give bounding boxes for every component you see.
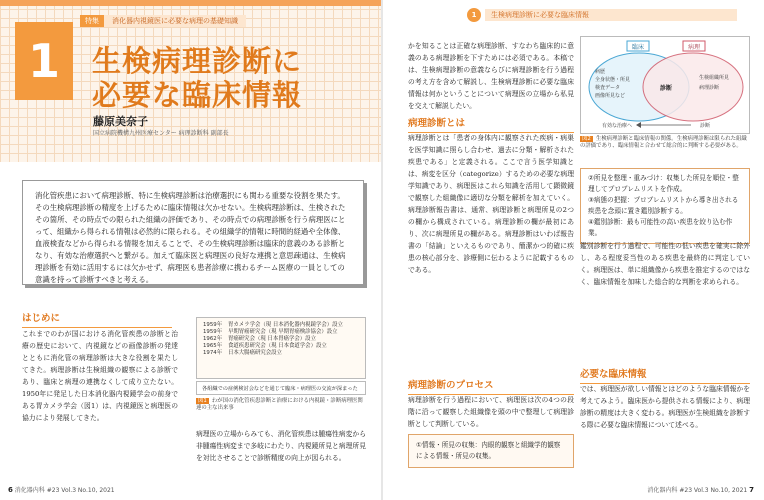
timeline-note: 各組織での症例検討会などを通じて臨床・病理医の交流が深まった	[196, 381, 366, 395]
timeline-year: 1974年	[203, 350, 223, 356]
page-number-left: 6	[8, 486, 13, 494]
running-header-title: 生検病理診断に必要な臨床情報	[485, 9, 737, 21]
figure-caption-text: わが国の消化管疾患診断と治療における内視鏡・診断病理医関連の主な出来事	[196, 398, 363, 411]
running-header-number: 1	[467, 8, 481, 22]
feature-title: 消化器内視鏡医に必要な病理の基礎知識	[104, 15, 246, 27]
process-step: ④鑑別診断：最も可能性の高い疾患を絞り込む作業。	[588, 218, 733, 237]
section-intro-heading	[22, 310, 172, 328]
clinical-title: 臨床	[631, 44, 645, 51]
clinical-item: 検査データ	[595, 85, 621, 91]
timeline-event: 日本大腸癌研究会設立	[228, 350, 282, 356]
clinical-item: 全身状態・所見	[595, 77, 631, 83]
process-step: ②所見を整理・重みづけ：収集した所見を順位・整理してプロブレムリストを作成。	[588, 174, 739, 193]
process-steps-box	[580, 168, 750, 244]
timeline-event: 食道疾患研究会（現 日本食道学会）設立	[228, 343, 327, 349]
issue-left: #23 Vol.3 No.10, 2021	[46, 487, 115, 494]
timeline-row	[203, 336, 359, 343]
section-pathology-heading	[408, 115, 574, 133]
diagram-caption	[580, 136, 750, 150]
right-page	[383, 0, 764, 500]
chapter-number: 1	[15, 22, 73, 100]
figure-caption	[196, 398, 366, 412]
timeline-row	[203, 329, 359, 336]
left-column2-paragraph: 病理医の立場からみても、消化管疾患は腫瘍性病変から非腫瘍性病変まで多岐にわたり、内視鏡所見と病理所見を対比させることで診断精度の向上が図られる。	[196, 430, 366, 462]
section-heading-clinical-info: 必要な臨床情報	[580, 369, 647, 380]
pathology-item: 病理診断	[699, 85, 720, 91]
timeline-event: 胃癌研究会（現 日本胃癌学会）設立	[228, 336, 316, 342]
arrow-head	[636, 122, 641, 128]
diagram-label: 図2	[582, 136, 591, 142]
timeline-row	[203, 350, 359, 357]
clinical-item: 画像所見など	[595, 93, 626, 99]
clinical-item: 病歴	[595, 69, 606, 75]
feature-tag	[80, 14, 246, 28]
page-number-right: 7	[749, 486, 754, 494]
section-heading-intro: はじめに	[22, 313, 61, 324]
process-paragraph: 病理診断を行う過程において、病理医は次の4つの段階に沿って観察した組織像を頭の中で整理して病理診断として判断している。	[408, 396, 574, 428]
section-process-heading	[408, 377, 574, 395]
abstract-box	[22, 180, 364, 285]
author-name: 藤原美奈子	[93, 115, 148, 128]
clinical-pathology-diagram	[580, 36, 750, 134]
bottom-left-label: 有効な治療へ	[601, 123, 633, 129]
left-footer	[8, 485, 115, 494]
pathology-item: 生検組織所見	[699, 75, 730, 81]
figure-label: 図1	[198, 398, 207, 404]
section-heading-process: 病理診断のプロセス	[408, 380, 494, 391]
feature-label: 特集	[80, 15, 104, 27]
intro-paragraph: これまでのわが国における消化管疾患の診断と治療の歴史において、内視鏡などの画像診断の発達とともに消化管の病理診断は大きな役割を果たしてきた。病理診断は生検組織の観察による診断であり、臨床と病理の連携なくして成り立たない。1950年に発足した日本消化器内視鏡学会の前身である胃カメラ学会（図1）は、内視鏡医と病理医の協力により発展してきた。	[22, 330, 178, 422]
process-step: ③病態の把握：プロブレムリストから導き出される疾患を念頭に置き鑑別診断する。	[588, 196, 739, 215]
top-accent-strip	[0, 0, 381, 6]
timeline-year: 1959年	[203, 322, 223, 328]
bottom-right-label: 診断	[699, 123, 711, 129]
section-heading-pathology: 病理診断とは	[408, 118, 466, 129]
article-title-line1: 生検病理診断に	[92, 44, 303, 78]
timeline-figure	[196, 317, 366, 379]
clinical-info-paragraph: では、病理医が欲しい情報とはどのような臨床情報かを考えてみよう。臨床医から提供される情報により、病理診断の精度は大きく変わる。病理医が生検組織を診断する際に必要な臨床情報について述べる。	[580, 385, 750, 429]
pathology-circle	[643, 53, 743, 121]
center-label: 診断	[659, 85, 673, 92]
timeline-event: 早期胃癌研究会（現 早期胃癌検診協会）設立	[228, 329, 338, 335]
article-title-line2: 必要な臨床情報	[92, 78, 303, 112]
pathology-paragraph: 病理診断とは「患者の身体内に観察された疾病・病巣を医学知識に照らし合わせ、過去に分類・解析された疾患である」と定義される。ここで言う医学知識とは、病変を区分（categorize）するための必要な病理学知識であり、病理医はこれら知識を活用して顕微鏡で観察した組織像に適切な分類を解析を加えていく。病理診断報告書は、通常、病理診断と病理所見の2つの欄から構成されている。病理診断の欄が最初にあり、次に病理所見の欄がある。病理診断はいわば報告書の「結論」といえるものであり、簡潔かつ的確に疾患の核心部分を、診療側に伝わるように記載するものである。	[408, 134, 574, 274]
timeline-year: 1962年	[203, 336, 223, 342]
left-page	[0, 0, 381, 500]
right-footer	[647, 485, 754, 494]
journal-name-left: 消化器内科	[14, 487, 45, 494]
timeline-event: 胃カメラ学会（現 日本消化器内視鏡学会）設立	[228, 322, 343, 328]
process-block	[408, 394, 574, 468]
timeline-year: 1965年	[203, 343, 223, 349]
article-title	[92, 44, 302, 112]
issue-right: #23 Vol.3 No.10, 2021	[679, 487, 748, 494]
step1-box: ①情報・所見の収集：内眼的観察と組織学的観察による情報・所見の収集。	[408, 434, 574, 468]
diagram-caption-text: 生検病理診断と臨床情報の関係。生検病理診断は限られた組織の評価であり、臨床情報と合わせて総合的に判断する必要がある。	[580, 136, 747, 149]
running-header	[467, 8, 737, 22]
right-column2-paragraph: 鑑別診断を行う過程で、可能性の低い疾患を確実に除外し、ある程度妥当性のある疾患を最終的に判定していく。病理医は、単に組織像から疾患を推定するのではなく、臨床情報を加味した総合的な判断を求められる。	[580, 242, 750, 286]
section-clinical-info-heading	[580, 366, 750, 384]
author-affiliation: 国立病院機構九州医療センター 病理診断科 副部長	[93, 130, 229, 137]
journal-name-right: 消化器内科	[647, 487, 678, 494]
abstract-text: 消化管疾患において病理診断、特に生検病理診断は治療選択にも関わる重要な役割を果たす。その生検病理診断の精度を上げるために臨床情報は欠かせない。生検病理診断は、生検されたその箇所、その時点での限られた組織の評価であり、その時点での病理診断を行う病理医にとって、組織から得られる情報は必然的に限られる。その組織学的情報に時間的経過や全体像、血液検査などから得られる情報を加えることで、その生検病理診断は臨床的意義のある診断となり、有効な治療選択へと繋がる。加えて臨床医と病理医の良好な連携と意思疎通は、生検病理診断を有効に活用するには欠かせず、病理医も患者診療に携わるチーム医療の一員としての意識を持って診断すべきと考える。	[35, 191, 346, 284]
right-intro-paragraph: かを知ることは正確な病理診断、すなわち臨床的に意義のある病理診断を下すためには必須である。本稿では、生検病理診断の意義ならびに病理診断を行う過程の考え方を含めて解説し、生検病理診断に必要な臨床情報は何かということについて病理医の立場から私見を交えて解説したい。	[408, 42, 574, 110]
timeline-row	[203, 343, 359, 350]
timeline-row	[203, 322, 359, 329]
pathology-title: 病理	[687, 44, 701, 51]
diagram-svg	[581, 37, 751, 135]
timeline-year: 1959年	[203, 329, 223, 335]
